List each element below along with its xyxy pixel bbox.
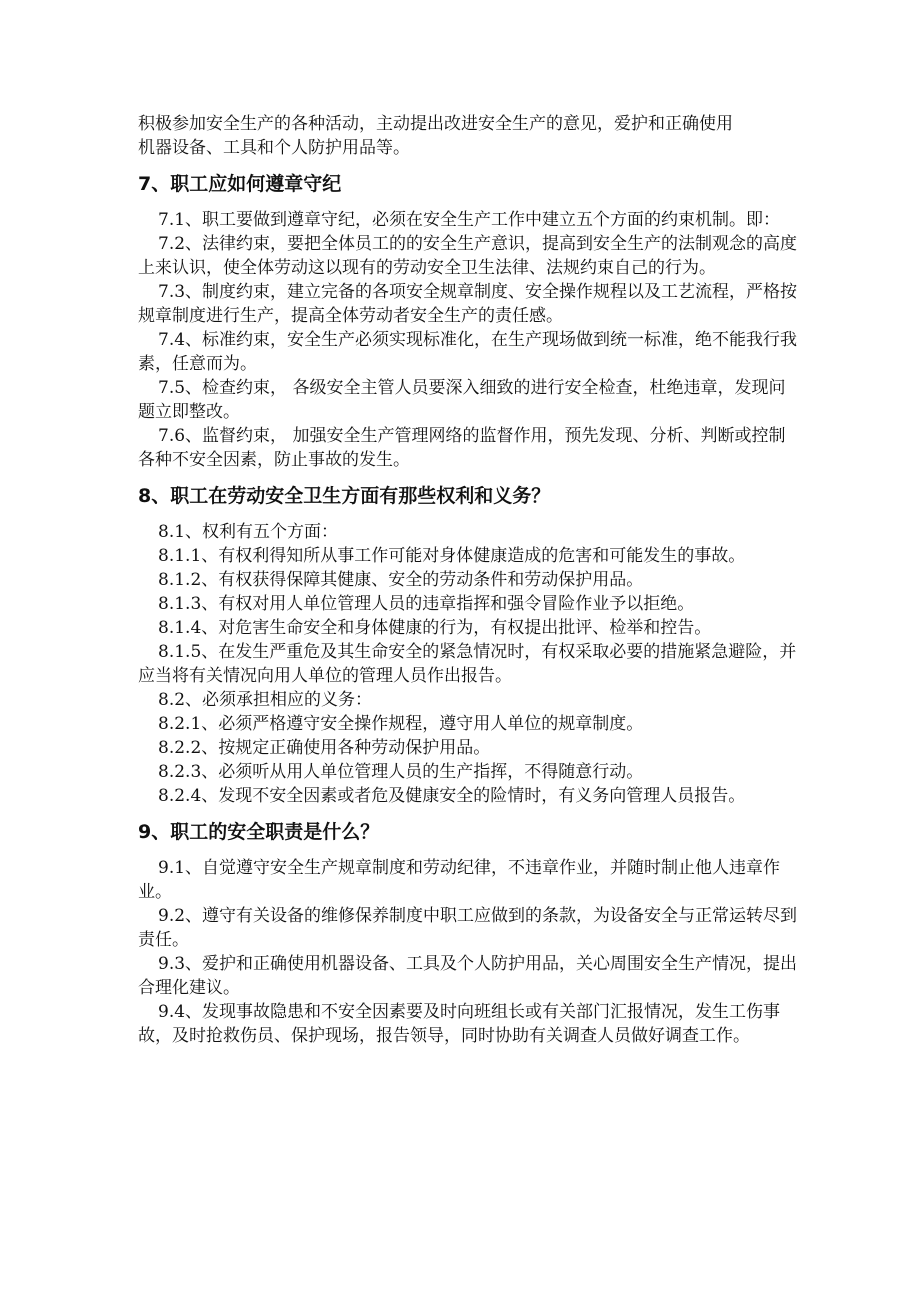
- intro-line-1: 积极参加安全生产的各种活动，主动提出改进安全生产的意见，爱护和正确使用: [138, 114, 733, 134]
- section-9-item: 9.2、遵守有关设备的维修保养制度中职工应做到的条款，为设备安全与正常运转尽到责任。: [138, 906, 798, 950]
- section-8-item: 8.1.3、有权对用人单位管理人员的违章指挥和强令冒险作业予以拒绝。: [158, 594, 695, 614]
- section-7-item: 7.5、检查约束， 各级安全主管人员要深入细致的进行安全检查，杜绝违章，发现问题立即整改。: [138, 378, 786, 422]
- section-8-heading: 8、职工在劳动安全卫生方面有那些权利和义务？: [138, 485, 551, 507]
- section-8-item: 8.2.2、按规定正确使用各种劳动保护用品。: [158, 738, 491, 758]
- section-7-item: 7.1、职工要做到遵章守纪，必须在安全生产工作中建立五个方面的约束机制。即：: [158, 210, 781, 230]
- section-9-item: 9.3、爱护和正确使用机器设备、工具及个人防护用品，关心周围安全生产情况，提出合理化建议。: [138, 954, 798, 998]
- intro-line-2: 机器设备、工具和个人防护用品等。: [138, 138, 410, 158]
- section-8-item: 8.1.2、有权获得保障其健康、安全的劳动条件和劳动保护用品。: [158, 570, 644, 590]
- section-7-item: 7.6、监督约束， 加强安全生产管理网络的监督作用，预先发现、分析、判断或控制各种不安全因素，防止事故的发生。: [138, 426, 786, 470]
- section-7-heading: 7、职工应如何遵章守纪: [138, 173, 342, 195]
- section-8-item: 8.1.4、对危害生命安全和身体健康的行为，有权提出批评、检举和控告。: [158, 618, 712, 638]
- section-7-item: 7.4、标准约束，安全生产必须实现标准化，在生产现场做到统一标准，绝不能我行我素，任意而为。: [138, 330, 798, 374]
- section-8-item: 8.1.5、在发生严重危及其生命安全的紧急情况时，有权采取必要的措施紧急避险，并应当将有关情况向用人单位的管理人员作出报告。: [138, 642, 797, 686]
- section-8-item: 8.1、权利有五个方面：: [158, 522, 339, 542]
- section-9-heading: 9、职工的安全职责是什么？: [138, 821, 380, 843]
- section-8-item: 8.2、必须承担相应的义务：: [158, 690, 373, 710]
- section-9-item: 9.1、自觉遵守安全生产规章制度和劳动纪律，不违章作业，并随时制止他人违章作业。: [138, 858, 781, 902]
- section-8-item: 8.2.3、必须听从用人单位管理人员的生产指挥，不得随意行动。: [158, 762, 644, 782]
- document-page: [138, 112, 802, 1048]
- section-7-item: 7.2、法律约束，要把全体员工的的安全生产意识，提高到安全生产的法制观念的高度上来认识，使全体劳动这以现有的劳动安全卫生法律、法规约束自己的行为。: [138, 234, 798, 278]
- section-7-item: 7.3、制度约束，建立完备的各项安全规章制度、安全操作规程以及工艺流程，严格按规章制度进行生产，提高全体劳动者安全生产的责任感。: [138, 282, 798, 326]
- section-8-item: 8.2.1、必须严格遵守安全操作规程，遵守用人单位的规章制度。: [158, 714, 644, 734]
- section-9-item: 9.4、发现事故隐患和不安全因素要及时向班组长或有关部门汇报情况，发生工伤事故，及时抢救伤员、保护现场，报告领导，同时协助有关调查人员做好调查工作。: [138, 1002, 781, 1046]
- section-8-item: 8.1.1、有权利得知所从事工作可能对身体健康造成的危害和可能发生的事故。: [158, 546, 746, 566]
- section-8-item: 8.2.4、发现不安全因素或者危及健康安全的险情时，有义务向管理人员报告。: [158, 786, 746, 806]
